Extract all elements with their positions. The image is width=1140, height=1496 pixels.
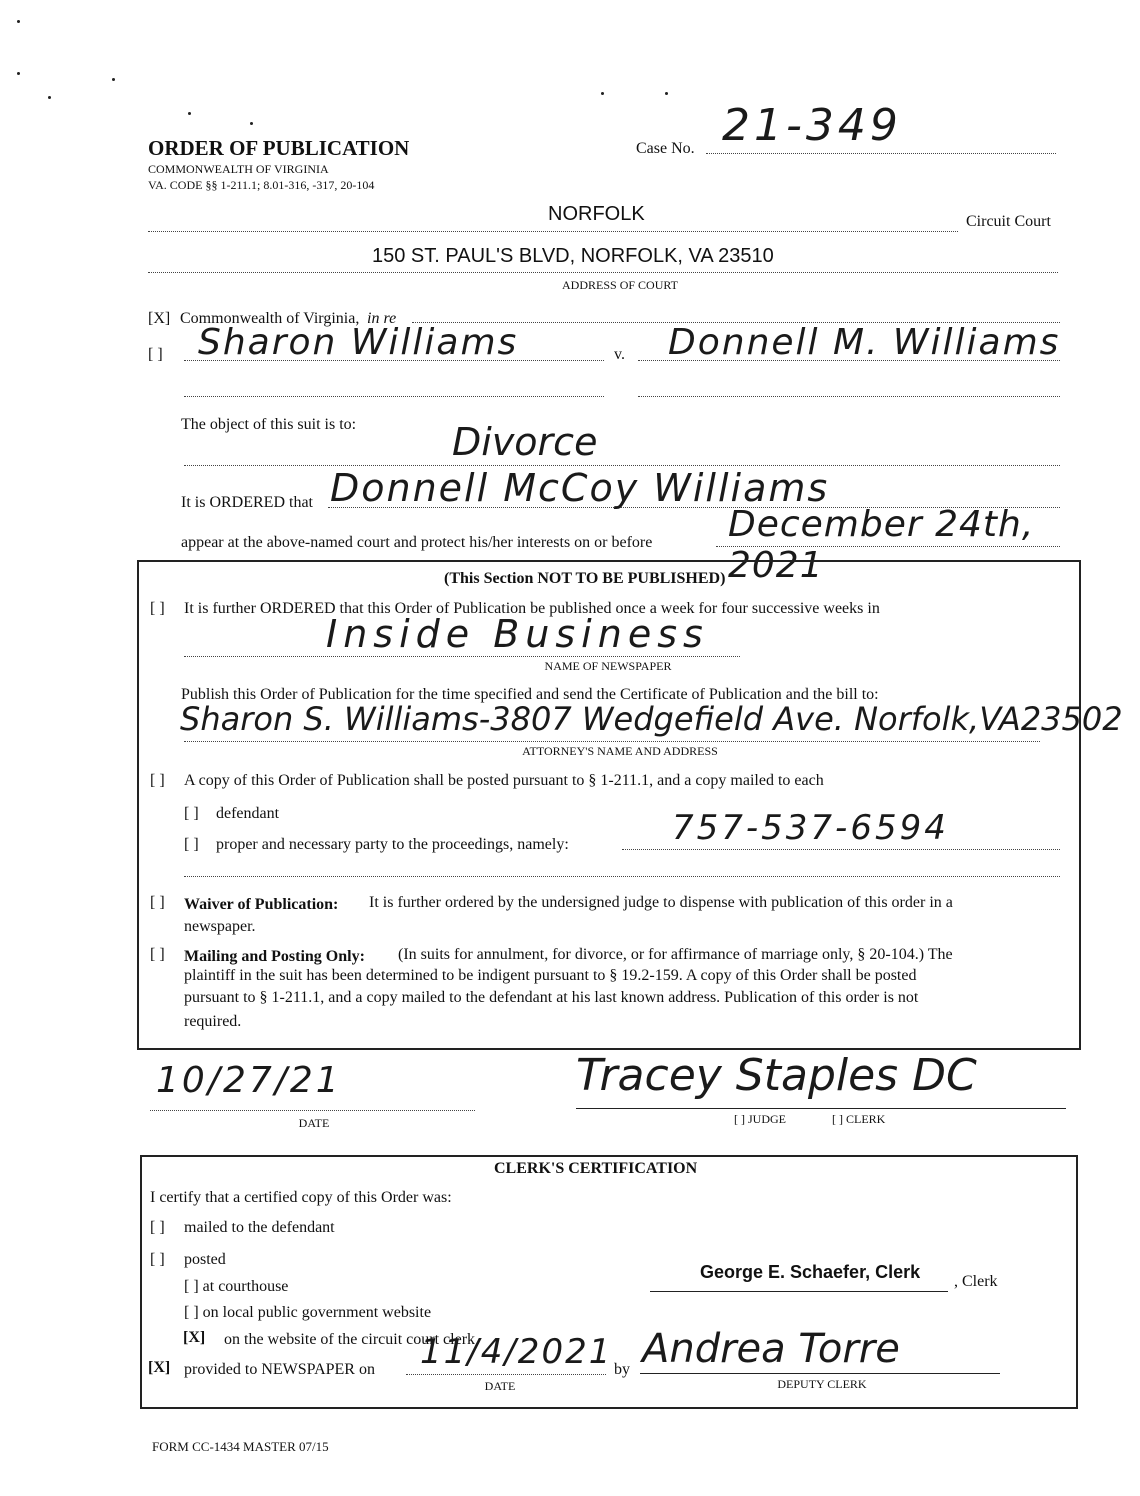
copy-checkbox[interactable]: [ ] bbox=[150, 772, 165, 789]
certification-intro: I certify that a certified copy of this Order was: bbox=[150, 1189, 452, 1206]
scan-speck bbox=[188, 112, 191, 115]
judge-checkbox-label[interactable]: [ ] JUDGE bbox=[734, 1112, 786, 1126]
clerk-name: George E. Schaefer, Clerk bbox=[700, 1262, 921, 1282]
mailing-line-1: (In suits for annulment, for divorce, or for affirmance of marriage only, § 20-104.) The bbox=[398, 946, 953, 963]
attorney-line bbox=[184, 741, 1040, 742]
mailing-checkbox[interactable]: [ ] bbox=[150, 946, 165, 963]
defendant-line-2 bbox=[638, 396, 1060, 397]
court-address-line bbox=[148, 272, 1058, 273]
versus-label: v. bbox=[614, 346, 625, 363]
order-date: 10/27/21 bbox=[156, 1060, 342, 1101]
mailing-line-3: pursuant to § 1-211.1, and a copy mailed to the defendant at his last known address. Publication of this order is not bbox=[184, 989, 919, 1006]
waiver-checkbox[interactable]: [ ] bbox=[150, 894, 165, 911]
mailed-label: mailed to the defendant bbox=[184, 1219, 335, 1236]
clerk-name-line bbox=[650, 1291, 948, 1292]
defendant-label: defendant bbox=[216, 805, 280, 822]
provided-label: provided to NEWSPAPER on bbox=[184, 1361, 375, 1378]
court-name: NORFOLK bbox=[548, 203, 645, 225]
scan-speck bbox=[112, 78, 115, 81]
scan-speck bbox=[17, 72, 20, 75]
provided-date-line bbox=[406, 1374, 606, 1375]
party-line bbox=[622, 849, 1060, 850]
appear-date: December 24th, 2021 bbox=[728, 504, 1035, 586]
court-name-line bbox=[148, 231, 958, 232]
form-id: FORM CC-1434 MASTER 07/15 bbox=[152, 1439, 329, 1454]
in-re-label: in re bbox=[367, 310, 397, 327]
form-title: ORDER OF PUBLICATION bbox=[148, 136, 410, 160]
clerk-checkbox-label[interactable]: [ ] CLERK bbox=[832, 1112, 886, 1126]
scan-speck bbox=[48, 96, 51, 99]
mailing-title: Mailing and Posting Only: bbox=[184, 948, 365, 965]
form-subtitle: COMMONWEALTH OF VIRGINIA bbox=[148, 162, 329, 176]
further-ordered-text: It is further ORDERED that this Order of Publication be published once a week for four successive weeks in bbox=[184, 600, 880, 617]
courthouse-option[interactable]: [ ] at courthouse bbox=[184, 1278, 289, 1295]
ordered-label: It is ORDERED that bbox=[181, 494, 313, 511]
attorney-caption: ATTORNEY'S NAME AND ADDRESS bbox=[522, 744, 718, 758]
posted-label: posted bbox=[184, 1251, 226, 1268]
case-no-value: 21-349 bbox=[722, 100, 902, 151]
circuit-court-label: Circuit Court bbox=[966, 213, 1051, 230]
deputy-signature-line bbox=[640, 1373, 1000, 1374]
party-checkbox[interactable]: [ ] bbox=[184, 836, 199, 853]
party-label: proper and necessary party to the proceedings, namely: bbox=[216, 836, 569, 853]
plaintiff-name: Sharon Williams bbox=[198, 322, 519, 363]
newspaper-provided-checkbox[interactable]: [X] bbox=[148, 1359, 171, 1376]
other-checkbox[interactable]: [ ] bbox=[148, 346, 163, 363]
scan-speck bbox=[601, 92, 604, 95]
local-website-option[interactable]: [ ] on local public government website bbox=[184, 1304, 432, 1321]
party-line-2 bbox=[184, 876, 1060, 877]
plaintiff-line-2 bbox=[184, 396, 604, 397]
court-address: 150 ST. PAUL'S BLVD, NORFOLK, VA 23510 bbox=[372, 245, 774, 267]
mailing-line-4: required. bbox=[184, 1013, 242, 1030]
appear-text: appear at the above-named court and protect his/her interests on or before bbox=[181, 534, 653, 551]
waiver-title: Waiver of Publication: bbox=[184, 896, 339, 913]
defendant-checkbox[interactable]: [ ] bbox=[184, 805, 199, 822]
scan-speck bbox=[17, 20, 20, 23]
waiver-text-2: newspaper. bbox=[184, 918, 256, 935]
judge-signature: Tracey Staples DC bbox=[576, 1050, 977, 1101]
commonwealth-checkbox[interactable]: [X] bbox=[148, 310, 171, 327]
publish-instructions: Publish this Order of Publication for the time specified and send the Certificate of Publication and the bill to: bbox=[181, 686, 879, 703]
attorney-value: Sharon S. Williams-3807 Wedgefield Ave. Norfolk,VA23502 bbox=[180, 700, 1123, 738]
newspaper-line bbox=[184, 656, 740, 657]
object-label: The object of this suit is to: bbox=[181, 416, 357, 433]
waiver-text: It is further ordered by the undersigned judge to dispense with publication of this order in a bbox=[369, 894, 953, 911]
clerk-suffix: , Clerk bbox=[954, 1273, 998, 1290]
publish-checkbox[interactable]: [ ] bbox=[150, 600, 165, 617]
scan-speck bbox=[665, 92, 668, 95]
circuit-website-checkbox[interactable]: [X] bbox=[183, 1329, 206, 1346]
deputy-clerk-caption: DEPUTY CLERK bbox=[777, 1377, 867, 1391]
newspaper-caption: NAME OF NEWSPAPER bbox=[544, 659, 672, 673]
order-date-line bbox=[150, 1110, 475, 1111]
circuit-website-label: on the website of the circuit court clerk bbox=[224, 1331, 476, 1348]
case-no-line bbox=[706, 153, 1056, 154]
mailed-checkbox[interactable]: [ ] bbox=[150, 1219, 165, 1236]
commonwealth-label: Commonwealth of Virginia, bbox=[180, 310, 360, 327]
not-published-heading: (This Section NOT TO BE PUBLISHED) bbox=[444, 570, 726, 587]
newspaper-name: Inside Business bbox=[326, 612, 709, 656]
judge-signature-line bbox=[576, 1108, 1066, 1109]
defendant-name: Donnell M. Williams bbox=[668, 322, 1061, 363]
ordered-person: Donnell McCoy Williams bbox=[330, 466, 830, 510]
posted-checkbox[interactable]: [ ] bbox=[150, 1251, 165, 1268]
certification-heading: CLERK'S CERTIFICATION bbox=[494, 1160, 698, 1177]
address-caption: ADDRESS OF COURT bbox=[562, 278, 678, 292]
scan-speck bbox=[250, 122, 253, 125]
object-value: Divorce bbox=[452, 420, 598, 464]
provided-date-caption: DATE bbox=[484, 1379, 516, 1393]
case-no-label: Case No. bbox=[636, 140, 695, 157]
copy-text: A copy of this Order of Publication shall be posted pursuant to § 1-211.1, and a copy mailed to each bbox=[184, 772, 824, 789]
deputy-signature: Andrea Torre bbox=[642, 1326, 900, 1372]
by-label: by bbox=[614, 1361, 630, 1378]
provided-date: 11/4/2021 bbox=[420, 1332, 613, 1372]
order-date-caption: DATE bbox=[298, 1116, 330, 1130]
va-code: VA. CODE §§ 1-211.1; 8.01-316, -317, 20-104 bbox=[148, 178, 375, 192]
party-value: 757-537-6594 bbox=[672, 808, 949, 848]
mailing-line-2: plaintiff in the suit has been determined to be indigent pursuant to § 19.2-159. A copy of this Order shall be posted bbox=[184, 967, 917, 984]
